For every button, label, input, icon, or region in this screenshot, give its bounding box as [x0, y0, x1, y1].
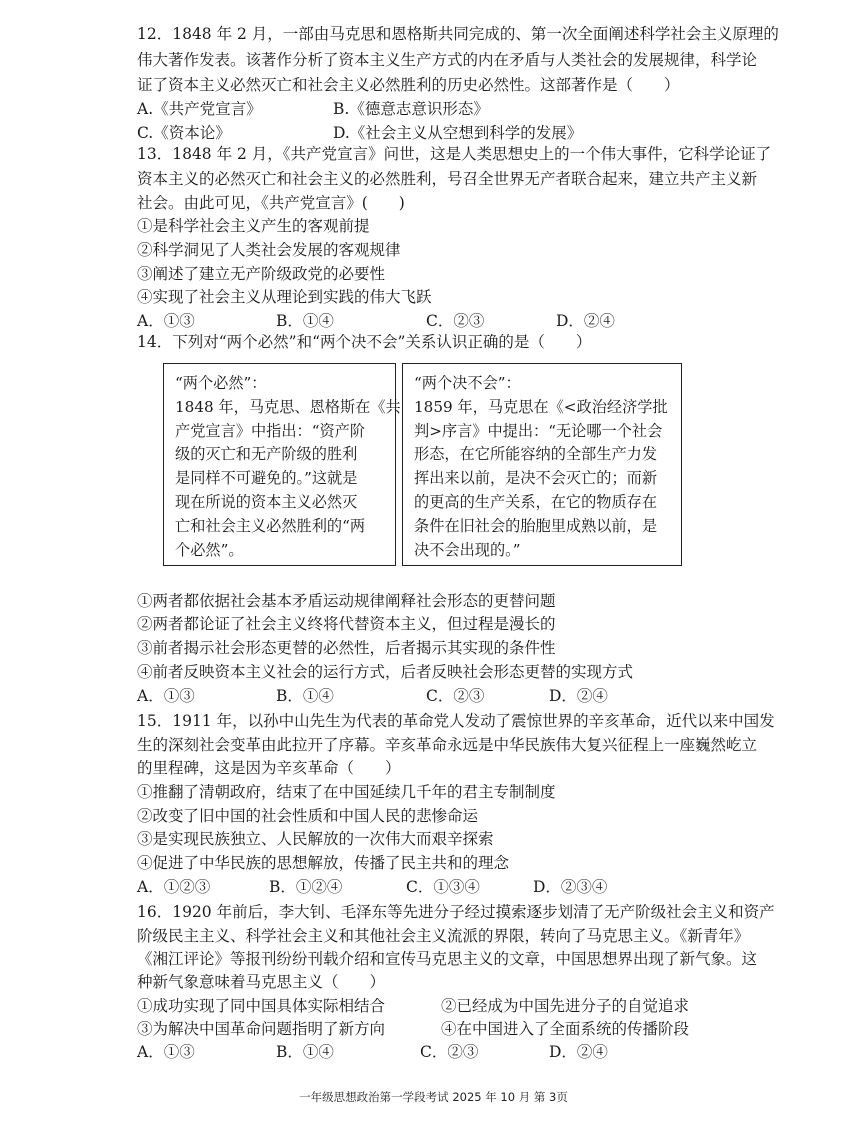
box-left-line-5: 是同样不可避免的。”这就是	[175, 469, 358, 488]
q13-item-4: ④实现了社会主义从理论到实践的伟大飞跃	[137, 288, 432, 306]
box-right-line-5: 挥出来以前，是决不会灭亡的；而新	[414, 469, 657, 488]
box-left-line-2: 1848 年，马克思、恩格斯在《共	[175, 397, 401, 416]
q13-stem-line-3: 社会。由此可见，《共产党宣言》( )	[137, 194, 405, 212]
box-left-line-3: 产党宣言》中指出：“资产阶	[175, 421, 366, 440]
q15-option-c[interactable]: C．①③④	[406, 878, 480, 896]
box-right-line-6: 的更高的生产关系，在它的物质存在	[414, 492, 657, 511]
q14-item-4: ④前者反映资本主义社会的运行方式，后者反映社会形态更替的实现方式	[137, 663, 634, 681]
box-right-line-7: 条件在旧社会的胎胞里成熟以前，是	[414, 516, 657, 535]
q12-option-c[interactable]: C.《资本论》	[137, 124, 231, 142]
q16-option-d[interactable]: D．②④	[549, 1043, 608, 1061]
q15-option-d[interactable]: D．②③④	[533, 878, 608, 896]
q15-item-3: ③是实现民族独立、人民解放的一次伟大而艰辛探索	[137, 830, 494, 848]
q14-option-a[interactable]: A．①③	[137, 687, 195, 705]
q16-item-1: ①成功实现了同中国具体实际相结合	[137, 997, 386, 1015]
box-left-line-6: 现在所说的资本主义必然灭	[175, 492, 358, 511]
q12-option-d[interactable]: D.《社会主义从空想到科学的发展》	[333, 124, 583, 142]
q14-option-c[interactable]: C．②③	[426, 687, 485, 705]
q13-item-3: ③阐述了建立无产阶级政党的必要性	[137, 265, 386, 283]
q12-stem-line-3: 证了资本主义必然灭亡和社会主义必然胜利的历史必然性。这部著作是（ ）	[137, 76, 680, 94]
box-right-line-8: 决不会出现的。”	[414, 540, 521, 559]
q13-option-c[interactable]: C．②③	[426, 312, 485, 330]
q13-stem-line-2: 资本主义的必然灭亡和社会主义的必然胜利，号召全世界无产者联合起来，建立共产主义新	[137, 170, 758, 188]
q14-option-d[interactable]: D．②④	[549, 687, 608, 705]
q16-option-a[interactable]: A．①③	[137, 1043, 195, 1061]
q16-item-4: ④在中国进入了全面系统的传播阶段	[441, 1020, 690, 1038]
box-right-line-1: “两个决不会”：	[414, 374, 521, 392]
q12-option-b[interactable]: B.《德意志意识形态》	[333, 100, 489, 118]
q15-item-4: ④促进了中华民族的思想解放，传播了民主共和的理念	[137, 854, 510, 872]
box-left-line-1: “两个必然”：	[175, 374, 267, 392]
q16-option-b[interactable]: B．①④	[276, 1043, 334, 1061]
q12-option-a[interactable]: A.《共产党宣言》	[137, 100, 262, 118]
box-right-line-2: 1859 年，马克思在《<政治经济学批	[414, 397, 668, 416]
box-two-inevitabilities	[163, 363, 401, 566]
box-two-nevers	[402, 363, 682, 566]
q13-item-1: ①是科学社会主义产生的客观前提	[137, 217, 370, 235]
box-left-line-4: 级的灭亡和无产阶级的胜利	[175, 445, 358, 464]
q16-stem-line-2: 阶级民主主义、科学社会主义和其他社会主义流派的界限，转向了马克思主义。《新青年》	[137, 927, 750, 945]
q16-stem-line-4: 种新气象意味着马克思主义（ ）	[137, 973, 386, 991]
q13-stem-line-1: 13．1848 年 2 月，《共产党宣言》问世，这是人类思想史上的一个伟大事件，它科学论证了	[137, 145, 772, 163]
q13-option-d[interactable]: D．②④	[556, 312, 615, 330]
q15-item-1: ①推翻了清朝政府，结束了在中国延续几千年的君主专制制度	[137, 783, 556, 801]
q15-option-a[interactable]: A．①②③	[137, 878, 211, 896]
box-right-line-4: 形态，在它所能容纳的全部生产力发	[414, 445, 657, 464]
q16-option-c[interactable]: C．②③	[420, 1043, 479, 1061]
box-right-line-3: 判>序言》中提出：“无论哪一个社会	[414, 421, 663, 440]
q13-option-a[interactable]: A．①③	[137, 312, 195, 330]
q12-stem-line-2: 伟大著作发表。该著作分析了资本主义生产方式的内在矛盾与人类社会的发展规律，科学论	[137, 51, 758, 69]
q16-stem-line-1: 16．1920 年前后，李大钊、毛泽东等先进分子经过摸索逐步划清了无产阶级社会主义和资产	[137, 903, 775, 921]
page-footer: 一年级思想政治第一学段考试 2025 年 10 月 第 3页	[299, 1090, 568, 1104]
q14-item-3: ③前者揭示社会形态更替的必然性，后者揭示其实现的条件性	[137, 639, 556, 657]
q16-item-2: ②已经成为中国先进分子的自觉追求	[441, 997, 690, 1015]
q12-stem-line-1: 12．1848 年 2 月，一部由马克思和恩格斯共同完成的、第一次全面阐述科学社会主义原理的	[137, 25, 779, 43]
q14-option-b[interactable]: B．①④	[276, 687, 334, 705]
box-left-line-8: 个必然”。	[175, 540, 244, 559]
q15-option-b[interactable]: B．①②④	[269, 878, 343, 896]
q14-item-1: ①两者都依据社会基本矛盾运动规律阐释社会形态的更替问题	[137, 592, 556, 610]
q13-item-2: ②科学洞见了人类社会发展的客观规律	[137, 241, 401, 259]
q15-stem-line-1: 15．1911 年，以孙中山先生为代表的革命党人发动了震惊世界的辛亥革命，近代以来中国发	[137, 712, 775, 730]
q14-item-2: ②两者都论证了社会主义终将代替资本主义，但过程是漫长的	[137, 615, 556, 633]
q16-stem-line-3: 《湘江评论》等报刊纷纷刊载介绍和宣传马克思主义的文章，中国思想界出现了新气象。这	[137, 950, 758, 968]
q15-stem-line-3: 的里程碑，这是因为辛亥革命（ ）	[137, 759, 401, 777]
q14-stem: 14．下列对“两个必然”和“两个决不会”关系认识正确的是（ ）	[137, 333, 592, 351]
q16-item-3: ③为解决中国革命问题指明了新方向	[137, 1020, 386, 1038]
box-left-line-7: 亡和社会主义必然胜利的“两	[175, 516, 366, 535]
q15-stem-line-2: 生的深刻社会变革由此拉开了序幕。辛亥革命永远是中华民族伟大复兴征程上一座巍然屹立	[137, 736, 758, 754]
q15-item-2: ②改变了旧中国的社会性质和中国人民的悲惨命运	[137, 807, 479, 825]
q13-option-b[interactable]: B．①④	[276, 312, 334, 330]
